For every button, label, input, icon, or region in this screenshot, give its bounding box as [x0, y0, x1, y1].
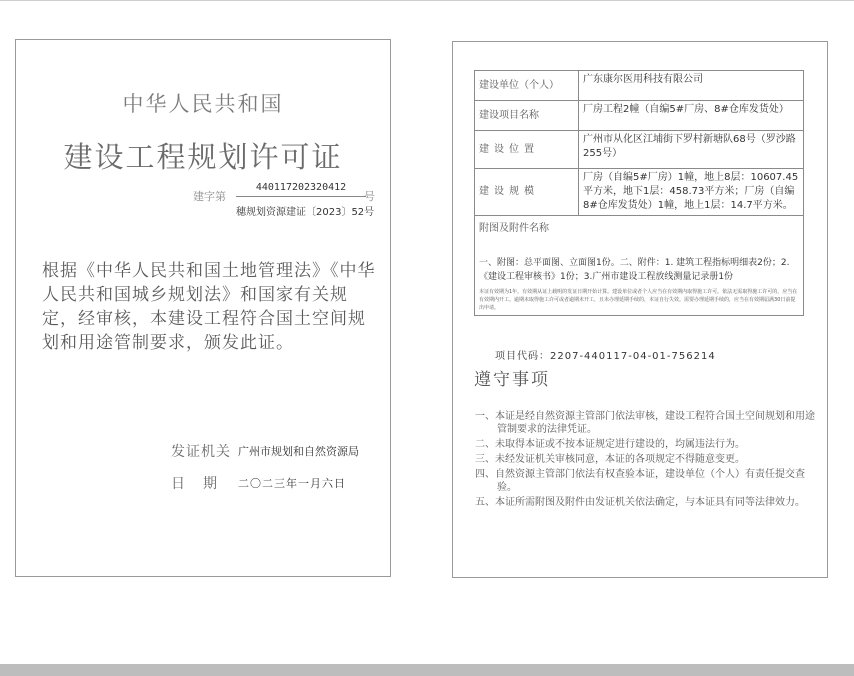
- number-prefix: 建字第: [193, 190, 226, 203]
- table-row: [475, 131, 804, 169]
- scale-label: 建设规模: [475, 169, 579, 216]
- attachments-cell: [475, 216, 804, 316]
- number-underline: [236, 196, 366, 197]
- list-item: 五、本证所需附图及附件由发证机关依法确定，与本证具有同等法律效力。: [475, 497, 805, 508]
- bottom-scroll-bar: [0, 664, 854, 676]
- table-row: [475, 169, 804, 216]
- notice-title: 遵守事项: [474, 370, 550, 390]
- list-item: 一、本证是经自然资源主管部门依法审核，建设工程符合国土空间规划和用途管制要求的法律凭证。: [475, 411, 815, 435]
- project-label: 建设项目名称: [475, 101, 579, 131]
- list-item: 三、未经发证机关审核同意，本证的各项规定不得随意变更。: [475, 454, 745, 465]
- table-row: [475, 216, 804, 316]
- number-suffix: 号: [364, 190, 375, 203]
- certificate-title: 建设工程规划许可证: [63, 140, 343, 174]
- certificate-sub-code: 穗规划资源建证〔2023〕52号: [236, 207, 375, 218]
- location-value: 广州市从化区江埔街下罗村新塘队68号（罗沙路255号）: [579, 131, 804, 169]
- certificate-front-page: [15, 39, 391, 577]
- unit-value: 广东康尔医用科技有限公司: [579, 71, 804, 101]
- list-item: 四、自然资源主管部门依法有权查验本证，建设单位（个人）有责任提交查验。: [475, 469, 805, 493]
- date-label: 日期: [171, 476, 235, 492]
- top-edge-line: [0, 0, 854, 1]
- certificate-body-text: 根据《中华人民共和国土地管理法》《中华人民共和国城乡规划法》和国家有关规定，经审核，本建设工程符合国土空间规划和用途管制要求，颁发此证。: [42, 261, 376, 353]
- certificate-details-page: [452, 41, 828, 578]
- list-item: 二、未取得本证或不按本证规定进行建设的，均属违法行为。: [475, 439, 745, 450]
- country-name: 中华人民共和国: [122, 92, 284, 116]
- location-label: 建设位置: [475, 131, 579, 169]
- table-row: [475, 101, 804, 131]
- issuer-value: 广州市规划和自然资源局: [238, 445, 359, 458]
- unit-label: 建设单位（个人）: [475, 71, 579, 101]
- attachments-value: 一、附图：总平面图、立面图1份。二、附件：1. 建筑工程指标明细表2份；2.《建设工程审核书》1份；3.广州市建设工程放线测量记录册1份: [479, 258, 790, 282]
- project-value: 厂房工程2幢（自编5#厂房、8#仓库发货处）: [579, 101, 804, 131]
- certificate-number: 440117202320412: [255, 182, 347, 193]
- validity-fine-print: 本证有效期为1年。有效期从证上载明的发证日期开始计算。建设单位或者个人应当在有效期内取得施工许可。依法无需取得施工许可的，应当在有效期内开工。逾期未取得施工许可或者逾期未开工，且未办理延期手续的，本证自行失效。需要办理延期手续的，应当在有效期届满30日前提出申请。: [479, 289, 798, 311]
- issuer-label: 发证机关: [171, 444, 231, 460]
- issue-date: 二〇二三年一月六日: [238, 477, 346, 490]
- attachments-label: 附图及附件名称: [479, 223, 549, 234]
- project-info-table: [474, 70, 804, 316]
- notice-list: [475, 410, 815, 511]
- project-code: 项目代码：2207-440117-04-01-756214: [495, 351, 716, 362]
- scale-value: 厂房（自编5#厂房）1幢，地上8层：10607.45平方米，地下1层：458.73平方米；厂房（自编8#仓库发货处）1幢，地上1层：14.7平方米。: [579, 169, 804, 216]
- table-row: [475, 71, 804, 101]
